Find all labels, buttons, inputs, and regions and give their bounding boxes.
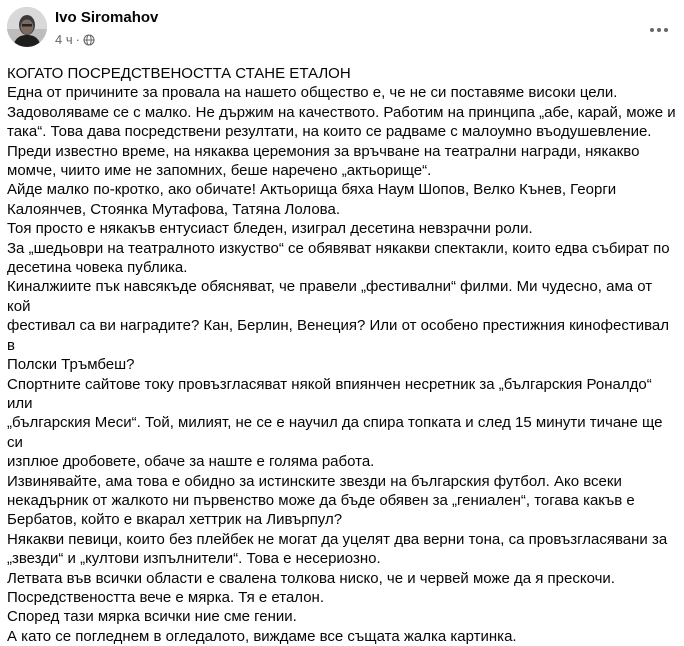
- globe-icon[interactable]: [83, 34, 95, 46]
- post-line: Една от причините за провала на нашето общество е, че не си поставяме високи цели.: [7, 84, 618, 102]
- meta-separator: ·: [75, 32, 80, 47]
- more-horizontal-icon: [649, 27, 669, 33]
- post-line: За „шедьоври на театралното изкуство“ се обявяват някакви спектакли, които едва събират по: [7, 239, 670, 257]
- post-line: Бербатов, който е вкарал хеттрик на Ливърпул?: [7, 511, 343, 529]
- author-avatar[interactable]: [7, 7, 47, 47]
- post-line: Спортните сайтове току провъзгласяват някой впиянчен несретник за „българския Роналдо“ или: [7, 375, 652, 412]
- post-line: Полски Тръмбеш?: [7, 356, 135, 374]
- post-line: некадърник от жалкото ни първенство може да бъде обявен за „гениален“, тогава какъв е: [7, 491, 635, 509]
- post-body: [7, 64, 677, 646]
- post-line: изплюе дробовете, обаче за наште е голяма работа.: [7, 453, 375, 471]
- post-line: Посредствеността вече е мярка. Тя е еталон.: [7, 588, 324, 606]
- post-line: момче, чиито име не запомних, беше наречено „актьорище“.: [7, 162, 432, 180]
- post-line: десетина човека публика.: [7, 259, 188, 277]
- post-line: Тоя просто е някакъв ентусиаст бледен, изиграл десетина невзрачни роли.: [7, 220, 533, 238]
- post-line: фестивал са ви наградите? Кан, Берлин, Венеция? Или от особено престижния кинофестивал в: [7, 317, 670, 354]
- post-meta: [55, 32, 95, 47]
- author-name[interactable]: Ivo Siromahov: [55, 9, 159, 26]
- post-line: Киналжиите пък навсякъде обясняват, че правели „фестивални“ филми. Ми чудесно, ама от кой: [7, 278, 653, 315]
- post-line: Според тази мярка всички ние сме гении.: [7, 608, 297, 626]
- post-line: Айде малко по-кротко, ако обичате! Актьорища бяха Наум Шопов, Велко Кънев, Георги: [7, 181, 617, 199]
- avatar-image: [7, 7, 47, 47]
- post-line: „звезди“ и „култови изпълнители“. Това е несериозно.: [7, 550, 381, 568]
- post-line: Преди известно време, на някаква церемония за връчване на театрални награди, някакво: [7, 142, 640, 160]
- post-line: така“. Това дава посредствени резултати, на които се радваме с малоумно въодушевление.: [7, 123, 652, 141]
- post-header: [7, 7, 677, 55]
- post-line: КОГАТО ПОСРЕДСТВЕНОСТТА СТАНЕ ЕТАЛОН: [7, 65, 351, 82]
- post-line: „българския Меси“. Той, милият, не се е научил да спира топката и след 15 минути тичане ще си: [7, 414, 663, 451]
- post-line: Извинявайте, ама това е обидно за истинските звезди на българския футбол. Ако всеки: [7, 472, 622, 490]
- more-options-button[interactable]: [645, 19, 673, 41]
- post-line: Задоволяваме се с малко. Не държим на качеството. Работим на принципа „абе, карай, може и: [7, 103, 676, 121]
- post-line: А като се погледнем в огледалото, виждаме все същата жалка картинка.: [7, 627, 517, 645]
- post-line: Калоянчев, Стоянка Мутафова, Татяна Лолова.: [7, 200, 340, 218]
- post-line: Някакви певици, които без плейбек не могат да уцелят два верни тона, са провъзгласявани за: [7, 530, 668, 548]
- post-time[interactable]: 4 ч: [55, 32, 73, 47]
- post-line: Летвата във всички области е свалена толкова ниско, че и червей може да я прескочи.: [7, 569, 615, 587]
